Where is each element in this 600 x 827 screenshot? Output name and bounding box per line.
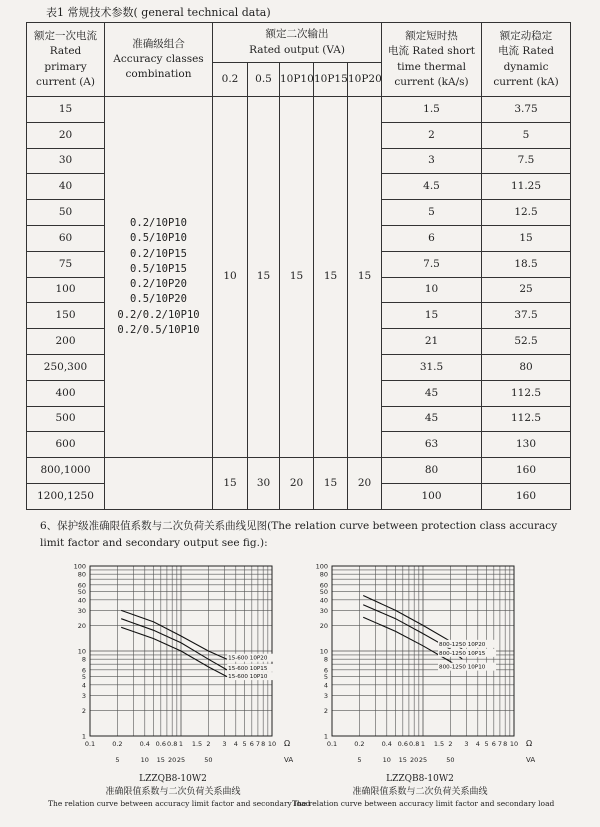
header-output-col: 0.5	[248, 63, 280, 97]
ohm-tick-label: 10	[267, 740, 277, 748]
cell-dynamic: 18.5	[482, 251, 571, 277]
cell-thermal: 2	[382, 122, 482, 148]
chart-title-en: The relation curve between accuracy limit factor and secondary load	[292, 799, 555, 809]
cell-thermal: 45	[382, 380, 482, 406]
ohm-tick-label: 1.5	[191, 740, 203, 748]
y-tick-label: 3	[323, 691, 328, 700]
cell-current: 600	[27, 432, 105, 458]
cell-current: 75	[27, 251, 105, 277]
cell-current: 250,300	[27, 354, 105, 380]
va-tick-label: 50	[204, 756, 213, 764]
ohm-tick-label: 0.2	[112, 740, 123, 748]
chart-model: LZZQB8-10W2	[386, 774, 454, 784]
cell-thermal: 21	[382, 329, 482, 355]
cell-output-group1: 10	[213, 97, 248, 458]
cell-dynamic: 160	[482, 458, 571, 484]
ohm-tick-label: 5	[484, 740, 489, 748]
cell-thermal: 45	[382, 406, 482, 432]
cell-output-group2: 15	[314, 458, 348, 510]
y-tick-label: 2	[323, 706, 328, 715]
ohm-tick-label: 0.4	[139, 740, 150, 748]
ohm-tick-label: 7	[497, 740, 502, 748]
va-tick-label: 10	[382, 756, 391, 764]
combination-item: 0.2/10P15	[130, 247, 187, 260]
y-tick-label: 30	[319, 606, 328, 615]
ohm-tick-label: 1	[178, 740, 184, 748]
chart-title-en: The relation curve between accuracy limit factor and secondary load	[48, 799, 311, 809]
cell-current: 800,1000	[27, 458, 105, 484]
y-tick-label: 80	[319, 570, 328, 579]
cell-thermal: 4.5	[382, 174, 482, 200]
header-output-col: 10P10	[280, 63, 314, 97]
ohm-unit-label: Ω	[526, 739, 533, 748]
chart-title-left	[48, 773, 311, 810]
y-tick-label: 6	[323, 666, 328, 675]
cell-thermal: 100	[382, 483, 482, 509]
cell-current: 30	[27, 148, 105, 174]
cell-thermal: 7.5	[382, 251, 482, 277]
cell-current: 1200,1250	[27, 483, 105, 509]
chart-title-cn: 准确限值系数与二次负荷关系曲线	[105, 787, 241, 798]
y-tick-label: 20	[319, 621, 328, 630]
y-tick-label: 100	[73, 562, 86, 571]
y-tick-label: 40	[319, 596, 328, 605]
y-tick-label: 30	[77, 606, 86, 615]
y-tick-label: 3	[81, 691, 86, 700]
cell-thermal: 6	[382, 225, 482, 251]
curve-label: 800-1250 10P20	[439, 641, 486, 648]
cell-current: 40	[27, 174, 105, 200]
cell-current: 20	[27, 122, 105, 148]
header-accuracy-classes: 准确级组合 Accuracy classes combination	[105, 23, 213, 97]
curve-label: 800-1250 10P15	[439, 650, 486, 657]
cell-current: 200	[27, 329, 105, 355]
ohm-tick-label: 0.4	[381, 740, 392, 748]
cell-accuracy-combinations	[105, 97, 213, 458]
cell-output-group2: 20	[280, 458, 314, 510]
cell-current: 100	[27, 277, 105, 303]
cell-dynamic: 12.5	[482, 200, 571, 226]
y-tick-label: 6	[81, 666, 86, 675]
cell-output-group1: 15	[314, 97, 348, 458]
ohm-tick-label: 0.8	[409, 740, 420, 748]
ohm-tick-label: 6	[249, 740, 254, 748]
combination-item: 0.2/0.5/10P10	[117, 323, 200, 336]
ohm-unit-label: Ω	[284, 739, 291, 748]
y-tick-label: 1	[81, 732, 86, 741]
va-tick-label: 25	[176, 756, 186, 764]
ohm-tick-label: 3	[222, 740, 227, 748]
va-tick-label: 15	[156, 756, 165, 764]
cell-current: 50	[27, 200, 105, 226]
cell-thermal: 10	[382, 277, 482, 303]
cell-thermal: 3	[382, 148, 482, 174]
header-dynamic-current: 额定动稳定 电流 Rated dynamic current (kA)	[482, 23, 571, 97]
va-tick-label: 25	[418, 756, 428, 764]
cell-dynamic: 112.5	[482, 406, 571, 432]
chart-model: LZZQB8-10W2	[139, 774, 207, 784]
header-rated-output: 额定二次输出 Rated output (VA)	[213, 23, 382, 63]
va-unit-label: VA	[284, 756, 294, 764]
ohm-tick-label: 0.6	[155, 740, 166, 748]
cell-dynamic: 37.5	[482, 303, 571, 329]
cell-thermal: 80	[382, 458, 482, 484]
chart-title-right	[292, 773, 555, 810]
va-tick-label: 10	[140, 756, 149, 764]
cell-dynamic: 160	[482, 483, 571, 509]
ohm-tick-label: 6	[491, 740, 496, 748]
cell-output-group1: 15	[248, 97, 280, 458]
ohm-tick-label: 7	[255, 740, 260, 748]
va-tick-label: 5	[357, 756, 362, 764]
y-tick-label: 4	[81, 681, 86, 690]
y-tick-label: 100	[315, 562, 328, 571]
curve-label: 800-1250 10P10	[439, 664, 486, 671]
cell-dynamic: 7.5	[482, 148, 571, 174]
cell-thermal: 15	[382, 303, 482, 329]
ohm-tick-label: 0.8	[167, 740, 178, 748]
y-tick-label: 8	[81, 655, 86, 664]
ohm-tick-label: 0.1	[84, 740, 96, 748]
ohm-tick-label: 2	[206, 740, 211, 748]
ohm-tick-label: 1	[420, 740, 426, 748]
combination-item: 0.2/10P10	[130, 217, 187, 230]
ohm-tick-label: 0.1	[326, 740, 338, 748]
cell-dynamic: 80	[482, 354, 571, 380]
cell-thermal: 63	[382, 432, 482, 458]
curve-line	[121, 619, 227, 670]
y-tick-label: 40	[77, 596, 86, 605]
y-tick-label: 60	[319, 581, 328, 590]
va-unit-label: VA	[526, 756, 536, 764]
cell-current: 15	[27, 97, 105, 123]
y-tick-label: 10	[319, 647, 328, 656]
cell-output-group2: 30	[248, 458, 280, 510]
protection-curve-note: 6、保护级准确限值系数与二次负荷关系曲线见图(The relation curve between protection class accuracy limit factor and secondary output see fig.):	[40, 520, 558, 549]
y-tick-label: 80	[77, 570, 86, 579]
ohm-tick-label: 4	[475, 740, 480, 748]
ohm-tick-label: 10	[509, 740, 519, 748]
cell-output-group1: 15	[280, 97, 314, 458]
cell-thermal: 31.5	[382, 354, 482, 380]
ohm-tick-label: 3	[464, 740, 469, 748]
curve-label: 15-600 10P10	[228, 674, 268, 681]
ohm-tick-label: 0.2	[354, 740, 365, 748]
combination-item: 0.5/10P10	[130, 232, 187, 245]
accuracy-limit-chart-right	[300, 560, 540, 774]
y-tick-label: 50	[77, 588, 86, 597]
va-tick-label: 20	[410, 756, 419, 764]
cell-output-group2: 20	[348, 458, 382, 510]
cell-dynamic: 25	[482, 277, 571, 303]
table-caption: 表1 常规技术参数( general technical data)	[46, 6, 271, 19]
technical-data-table	[26, 22, 571, 510]
cell-current: 500	[27, 406, 105, 432]
y-tick-label: 60	[77, 581, 86, 590]
y-tick-label: 10	[77, 647, 86, 656]
header-output-col: 0.2	[213, 63, 248, 97]
header-output-col: 10P15	[314, 63, 348, 97]
ohm-tick-label: 1.5	[433, 740, 445, 748]
combination-item: 0.5/10P20	[130, 293, 187, 306]
cell-dynamic: 3.75	[482, 97, 571, 123]
header-output-col: 10P20	[348, 63, 382, 97]
cell-output-group1: 15	[348, 97, 382, 458]
va-tick-label: 15	[398, 756, 407, 764]
combination-item: 0.5/10P15	[130, 262, 187, 275]
y-tick-label: 8	[323, 655, 328, 664]
cell-dynamic: 130	[482, 432, 571, 458]
ohm-tick-label: 8	[261, 740, 266, 748]
curve-line	[121, 610, 227, 659]
cell-thermal: 5	[382, 200, 482, 226]
curve-label: 15-600 10P15	[228, 665, 268, 672]
y-tick-label: 5	[323, 673, 328, 682]
y-tick-label: 50	[319, 588, 328, 597]
y-tick-label: 4	[323, 681, 328, 690]
va-tick-label: 50	[446, 756, 455, 764]
ohm-tick-label: 4	[233, 740, 238, 748]
va-tick-label: 20	[168, 756, 177, 764]
curve-label: 15-600 10P20	[228, 655, 268, 662]
header-thermal-current: 额定短时热 电流 Rated short time thermal current (kA/s)	[382, 23, 482, 97]
cell-dynamic: 112.5	[482, 380, 571, 406]
y-tick-label: 5	[81, 673, 86, 682]
chart-title-cn: 准确限值系数与二次负荷关系曲线	[352, 787, 488, 798]
ohm-tick-label: 2	[448, 740, 453, 748]
combination-item: 0.2/10P20	[130, 278, 187, 291]
ohm-tick-label: 5	[242, 740, 247, 748]
va-tick-label: 5	[115, 756, 120, 764]
cell-current: 150	[27, 303, 105, 329]
table-row	[27, 458, 571, 484]
cell-current: 400	[27, 380, 105, 406]
ohm-tick-label: 0.6	[397, 740, 408, 748]
cell-accuracy-empty	[105, 458, 213, 510]
ohm-tick-label: 8	[503, 740, 508, 748]
table-row	[27, 97, 571, 123]
y-tick-label: 2	[81, 706, 86, 715]
combination-item: 0.2/0.2/10P10	[117, 308, 200, 321]
cell-thermal: 1.5	[382, 97, 482, 123]
accuracy-limit-chart-left	[58, 560, 298, 774]
y-tick-label: 1	[323, 732, 328, 741]
cell-output-group2: 15	[213, 458, 248, 510]
cell-dynamic: 52.5	[482, 329, 571, 355]
cell-dynamic: 15	[482, 225, 571, 251]
y-tick-label: 20	[77, 621, 86, 630]
header-rated-primary-current: 额定一次电流 Rated primary current (A)	[27, 23, 105, 97]
cell-current: 60	[27, 225, 105, 251]
cell-dynamic: 5	[482, 122, 571, 148]
cell-dynamic: 11.25	[482, 174, 571, 200]
